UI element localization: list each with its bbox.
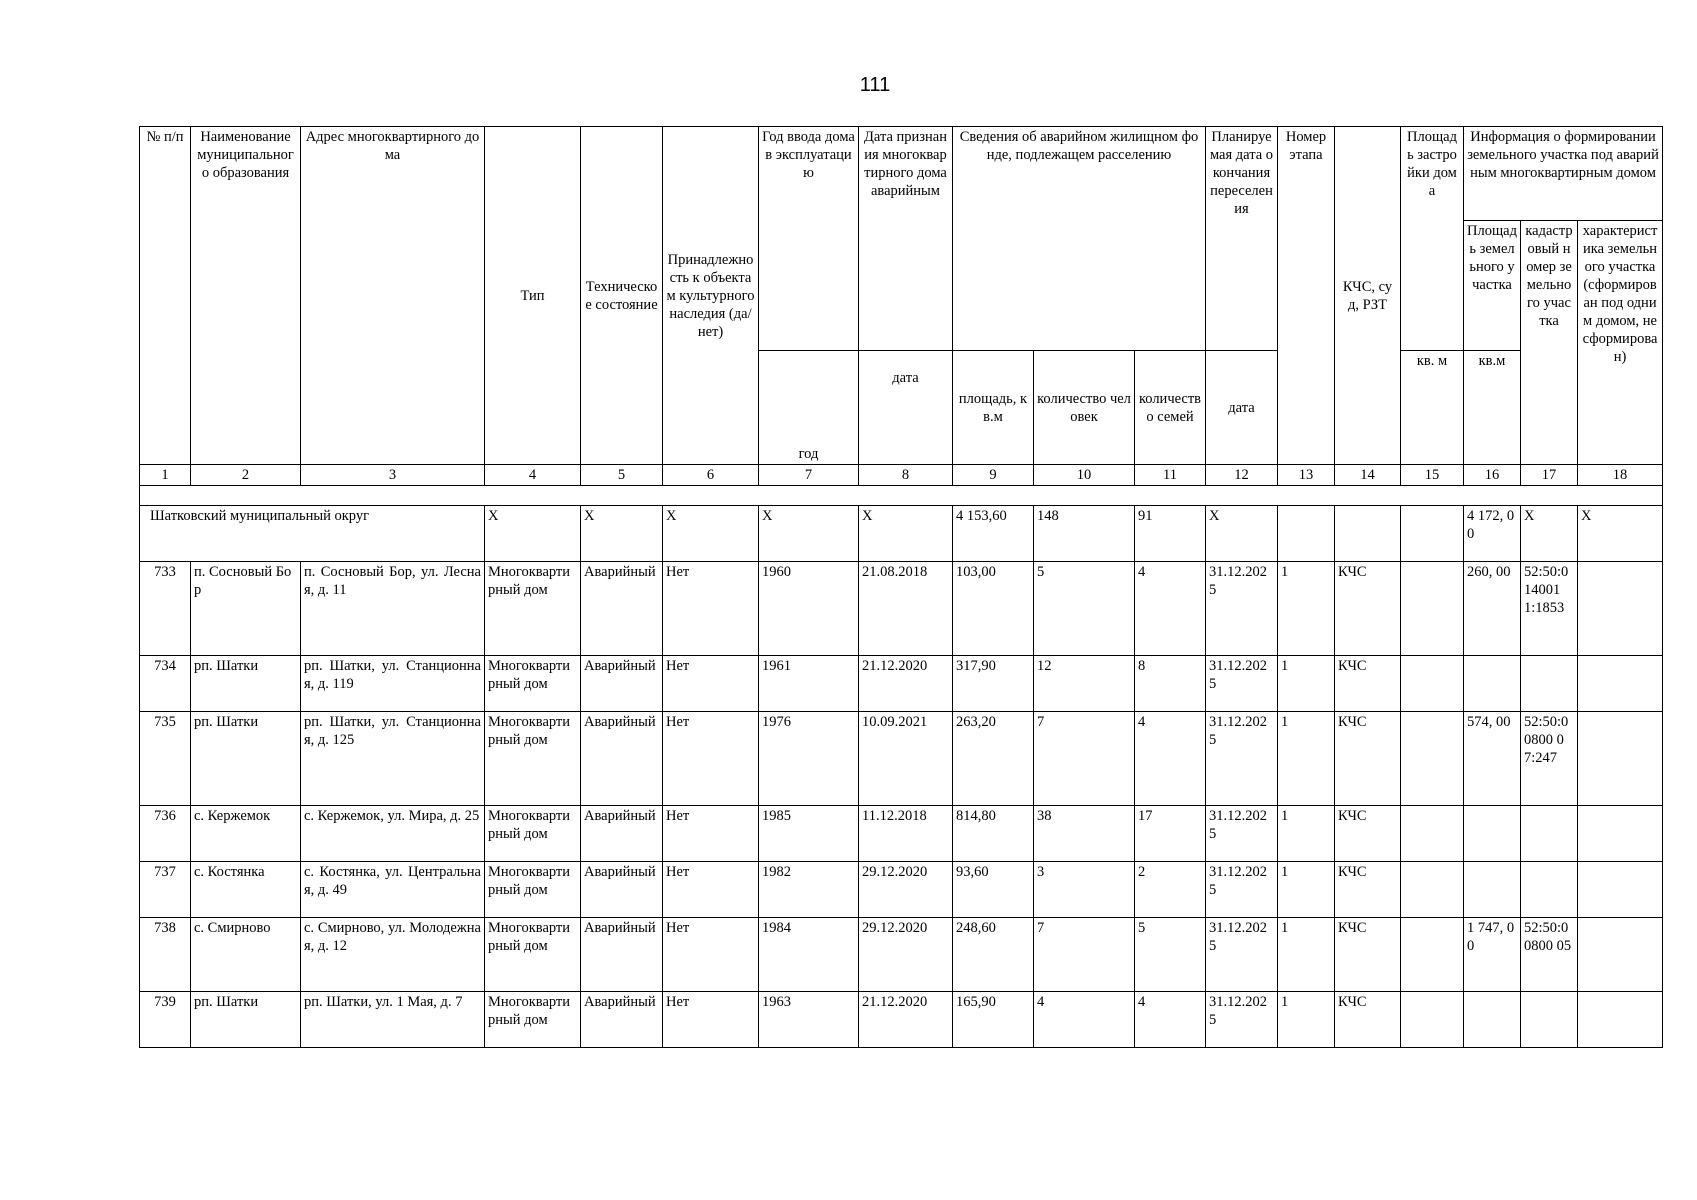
summary-cell: X [485, 506, 581, 562]
column-number: 6 [663, 465, 759, 486]
technical-state: Аварийный [581, 712, 663, 806]
summary-cell [1278, 506, 1335, 562]
summary-cell: X [581, 506, 663, 562]
living-area: 248,60 [953, 918, 1034, 992]
column-number: 14 [1335, 465, 1401, 486]
land-area: 1 747, 00 [1464, 918, 1521, 992]
stage-number: 1 [1278, 656, 1335, 712]
header-col-18: характеристика земельного участка (сформирован под одним домом, не сформирован) [1578, 221, 1663, 465]
living-area: 263,20 [953, 712, 1034, 806]
header-sub-plan-date: дата [1206, 351, 1278, 465]
building-type: Многоквартирный дом [485, 992, 581, 1048]
row-number: 736 [140, 806, 191, 862]
summary-cell: X [663, 506, 759, 562]
emergency-housing-table [139, 126, 1663, 1048]
land-characteristic [1578, 992, 1663, 1048]
building-area [1401, 712, 1464, 806]
header-col-16: Площадь земельного участка [1464, 221, 1521, 351]
stage-number: 1 [1278, 918, 1335, 992]
heritage-flag: Нет [663, 992, 759, 1048]
building-area [1401, 992, 1464, 1048]
technical-state: Аварийный [581, 992, 663, 1048]
building-type: Многоквартирный дом [485, 806, 581, 862]
families-count: 17 [1135, 806, 1206, 862]
stage-number: 1 [1278, 862, 1335, 918]
building-area [1401, 862, 1464, 918]
header-col-8: Дата признания многоквартирного дома аварийным [859, 127, 953, 351]
column-number: 16 [1464, 465, 1521, 486]
header-col-2: Наименование муниципального образования [191, 127, 301, 465]
technical-state: Аварийный [581, 806, 663, 862]
municipality: п. Сосновый Бор [191, 562, 301, 656]
header-sub-land-sqm: кв.м [1464, 351, 1521, 465]
emergency-date: 11.12.2018 [859, 806, 953, 862]
heritage-flag: Нет [663, 562, 759, 656]
header-col-13: Номер этапа [1278, 127, 1335, 465]
address: с. Кержемок, ул. Мира, д. 25 [301, 806, 485, 862]
row-number: 734 [140, 656, 191, 712]
land-characteristic [1578, 712, 1663, 806]
municipality: с. Смирново [191, 918, 301, 992]
living-area: 103,00 [953, 562, 1034, 656]
address: рп. Шатки, ул. Станционная, д. 119 [301, 656, 485, 712]
header-col-3: Адрес многоквартирного дома [301, 127, 485, 465]
header-col-16-18: Информация о формировании земельного участка под аварийным многоквартирным домом [1464, 127, 1663, 221]
column-number: 12 [1206, 465, 1278, 486]
summary-name: Шатковский муниципальный округ [140, 506, 485, 562]
header-col-17: кадастровый номер земельного участка [1521, 221, 1578, 465]
kchs-basis: КЧС [1335, 562, 1401, 656]
table-row [140, 806, 1663, 862]
summary-cell: X [859, 506, 953, 562]
summary-row [140, 506, 1663, 562]
summary-total-families: 91 [1135, 506, 1206, 562]
land-characteristic [1578, 562, 1663, 656]
header-row-1 [140, 127, 1663, 221]
cadastral-number [1521, 806, 1578, 862]
column-number: 17 [1521, 465, 1578, 486]
table-row [140, 992, 1663, 1048]
header-col-1: № п/п [140, 127, 191, 465]
building-type: Многоквартирный дом [485, 656, 581, 712]
header-col-14: КЧС, суд, РЗТ [1335, 127, 1401, 465]
building-area [1401, 806, 1464, 862]
summary-total-area: 4 153,60 [953, 506, 1034, 562]
stage-number: 1 [1278, 562, 1335, 656]
row-number: 735 [140, 712, 191, 806]
heritage-flag: Нет [663, 656, 759, 712]
header-col-15: Площадь застройки дома [1401, 127, 1464, 351]
header-sub-area: площадь, кв.м [953, 351, 1034, 465]
planned-date: 31.12.2025 [1206, 712, 1278, 806]
spacer-row [140, 486, 1663, 506]
people-count: 3 [1034, 862, 1135, 918]
column-number: 3 [301, 465, 485, 486]
technical-state: Аварийный [581, 918, 663, 992]
header-col-5: Техническое состояние [581, 127, 663, 465]
commission-year: 1984 [759, 918, 859, 992]
land-area [1464, 862, 1521, 918]
header-col-12: Планируемая дата окончания переселения [1206, 127, 1278, 351]
column-number-row [140, 465, 1663, 486]
planned-date: 31.12.2025 [1206, 656, 1278, 712]
kchs-basis: КЧС [1335, 862, 1401, 918]
column-number: 5 [581, 465, 663, 486]
land-area [1464, 656, 1521, 712]
commission-year: 1985 [759, 806, 859, 862]
stage-number: 1 [1278, 712, 1335, 806]
commission-year: 1963 [759, 992, 859, 1048]
people-count: 7 [1034, 918, 1135, 992]
families-count: 4 [1135, 992, 1206, 1048]
header-sub-sqm: кв. м [1401, 351, 1464, 465]
table-row [140, 712, 1663, 806]
address: с. Смирново, ул. Молодежная, д. 12 [301, 918, 485, 992]
column-number: 8 [859, 465, 953, 486]
commission-year: 1960 [759, 562, 859, 656]
land-characteristic [1578, 806, 1663, 862]
kchs-basis: КЧС [1335, 656, 1401, 712]
address: с. Костянка, ул. Центральная, д. 49 [301, 862, 485, 918]
heritage-flag: Нет [663, 862, 759, 918]
emergency-date: 29.12.2020 [859, 862, 953, 918]
technical-state: Аварийный [581, 656, 663, 712]
land-characteristic [1578, 862, 1663, 918]
kchs-basis: КЧС [1335, 918, 1401, 992]
summary-cell [1401, 506, 1464, 562]
page-number: 111 [859, 74, 891, 96]
land-area [1464, 806, 1521, 862]
heritage-flag: Нет [663, 712, 759, 806]
municipality: с. Кержемок [191, 806, 301, 862]
municipality: рп. Шатки [191, 656, 301, 712]
header-col-6: Принадлежность к объектам культурного наследия (да/нет) [663, 127, 759, 465]
column-number: 7 [759, 465, 859, 486]
kchs-basis: КЧС [1335, 712, 1401, 806]
families-count: 4 [1135, 712, 1206, 806]
emergency-date: 10.09.2021 [859, 712, 953, 806]
municipality: рп. Шатки [191, 992, 301, 1048]
technical-state: Аварийный [581, 862, 663, 918]
address: п. Сосновый Бор, ул. Лесная, д. 11 [301, 562, 485, 656]
planned-date: 31.12.2025 [1206, 806, 1278, 862]
commission-year: 1976 [759, 712, 859, 806]
living-area: 93,60 [953, 862, 1034, 918]
technical-state: Аварийный [581, 562, 663, 656]
families-count: 4 [1135, 562, 1206, 656]
building-type: Многоквартирный дом [485, 862, 581, 918]
people-count: 38 [1034, 806, 1135, 862]
summary-cell: X [759, 506, 859, 562]
heritage-flag: Нет [663, 918, 759, 992]
building-type: Многоквартирный дом [485, 562, 581, 656]
heritage-flag: Нет [663, 806, 759, 862]
emergency-date: 21.12.2020 [859, 656, 953, 712]
header-col-4: Тип [485, 127, 581, 465]
planned-date: 31.12.2025 [1206, 562, 1278, 656]
column-number: 9 [953, 465, 1034, 486]
kchs-basis: КЧС [1335, 992, 1401, 1048]
land-area [1464, 992, 1521, 1048]
planned-date: 31.12.2025 [1206, 992, 1278, 1048]
column-number: 10 [1034, 465, 1135, 486]
table-body [140, 486, 1663, 1048]
table-row [140, 656, 1663, 712]
building-type: Многоквартирный дом [485, 712, 581, 806]
commission-year: 1982 [759, 862, 859, 918]
cadastral-number: 52:50:00800 05 [1521, 918, 1578, 992]
building-area [1401, 918, 1464, 992]
people-count: 4 [1034, 992, 1135, 1048]
row-number: 733 [140, 562, 191, 656]
land-characteristic [1578, 918, 1663, 992]
people-count: 5 [1034, 562, 1135, 656]
summary-total-people: 148 [1034, 506, 1135, 562]
cadastral-number [1521, 656, 1578, 712]
summary-cell: X [1578, 506, 1663, 562]
table-row [140, 918, 1663, 992]
summary-cell: X [1521, 506, 1578, 562]
column-number: 18 [1578, 465, 1663, 486]
building-type: Многоквартирный дом [485, 918, 581, 992]
commission-year: 1961 [759, 656, 859, 712]
header-sub-people: количество человек [1034, 351, 1135, 465]
row-number: 739 [140, 992, 191, 1048]
building-area [1401, 562, 1464, 656]
stage-number: 1 [1278, 992, 1335, 1048]
kchs-basis: КЧС [1335, 806, 1401, 862]
column-number: 15 [1401, 465, 1464, 486]
summary-cell [1335, 506, 1401, 562]
summary-total-land: 4 172, 00 [1464, 506, 1521, 562]
header-sub-date: дата [859, 351, 953, 465]
header-col-7: Год ввода дома в эксплуатацию [759, 127, 859, 351]
cadastral-number [1521, 862, 1578, 918]
families-count: 8 [1135, 656, 1206, 712]
living-area: 317,90 [953, 656, 1034, 712]
people-count: 7 [1034, 712, 1135, 806]
column-number: 1 [140, 465, 191, 486]
building-area [1401, 656, 1464, 712]
land-characteristic [1578, 656, 1663, 712]
municipality: рп. Шатки [191, 712, 301, 806]
planned-date: 31.12.2025 [1206, 918, 1278, 992]
row-number: 737 [140, 862, 191, 918]
column-number: 11 [1135, 465, 1206, 486]
column-number: 2 [191, 465, 301, 486]
cadastral-number: 52:50:014001 1:1853 [1521, 562, 1578, 656]
families-count: 2 [1135, 862, 1206, 918]
row-number: 738 [140, 918, 191, 992]
address: рп. Шатки, ул. 1 Мая, д. 7 [301, 992, 485, 1048]
emergency-date: 21.08.2018 [859, 562, 953, 656]
emergency-date: 21.12.2020 [859, 992, 953, 1048]
living-area: 165,90 [953, 992, 1034, 1048]
column-number: 13 [1278, 465, 1335, 486]
table-row [140, 562, 1663, 656]
living-area: 814,80 [953, 806, 1034, 862]
column-number: 4 [485, 465, 581, 486]
municipality: с. Костянка [191, 862, 301, 918]
header-col-9-11: Сведения об аварийном жилищном фонде, подлежащем расселению [953, 127, 1206, 351]
summary-cell: X [1206, 506, 1278, 562]
address: рп. Шатки, ул. Станционная, д. 125 [301, 712, 485, 806]
families-count: 5 [1135, 918, 1206, 992]
people-count: 12 [1034, 656, 1135, 712]
land-area: 574, 00 [1464, 712, 1521, 806]
land-area: 260, 00 [1464, 562, 1521, 656]
header-sub-year: год [759, 351, 859, 465]
cadastral-number [1521, 992, 1578, 1048]
header-sub-families: количество семей [1135, 351, 1206, 465]
cadastral-number: 52:50:00800 07:247 [1521, 712, 1578, 806]
stage-number: 1 [1278, 806, 1335, 862]
emergency-date: 29.12.2020 [859, 918, 953, 992]
planned-date: 31.12.2025 [1206, 862, 1278, 918]
table-row [140, 862, 1663, 918]
